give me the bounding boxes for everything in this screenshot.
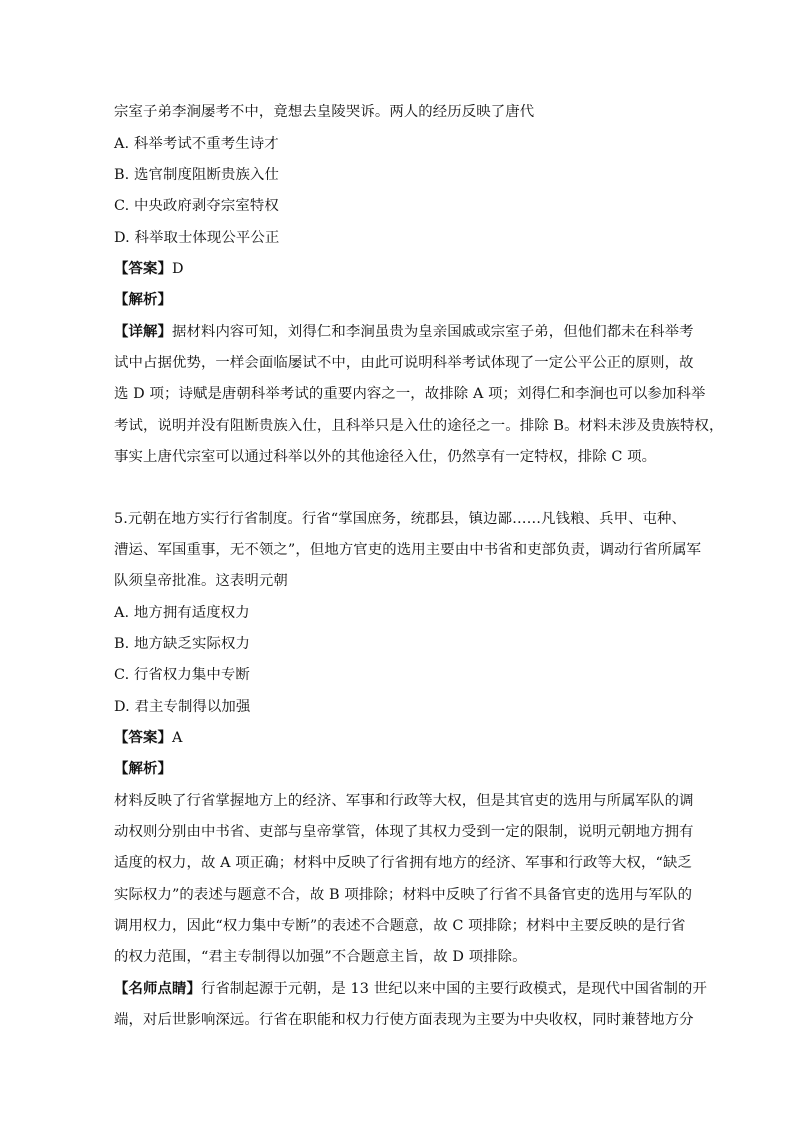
q5-analysis-label: 【解析】	[114, 760, 172, 777]
tip-text: 行省制起源于元朝，是 13 世纪以来中国的主要行政模式，是现代中国省制的开	[200, 981, 708, 997]
q4-option-d: D. 科举取士体现公平公正	[114, 230, 280, 246]
q5-analysis-line-6: 的权力范围，“君主专制得以加强”不合题意主旨，故 D 项排除。	[114, 949, 527, 965]
q4-detail-line-2: 试中占据优势，一样会面临屡试不中，由此可说明科举考试体现了一定公平公正的原则，故	[114, 355, 694, 371]
q5-analysis-line-5: 调用权力，因此“权力集中专断”的表述不合题意，故 C 项排除；材料中主要反映的是行省	[114, 918, 686, 934]
q4-stem-tail: 宗室子弟李涧屡考不中，竟想去皇陵哭诉。两人的经历反映了唐代	[114, 104, 535, 120]
q5-option-d: D. 君主专制得以加强	[114, 699, 251, 715]
q4-option-a: A. 科举考试不重考生诗才	[114, 136, 279, 152]
detail-text: 据材料内容可知，刘得仁和李涧虽贵为皇亲国戚或宗室子弟，但他们都未在科举考	[171, 324, 694, 340]
q5-analysis-line-4: 实际权力”的表述与题意不合，故 B 项排除；材料中反映了行省不具备官吏的选用与军队的	[114, 887, 693, 903]
q5-option-b: B. 地方缺乏实际权力	[114, 636, 250, 652]
q4-detail-line-4: 考试，说明并没有阻断贵族入仕，且科举只是入仕的途径之一。排除 B。材料未涉及贵族特权，	[114, 418, 724, 434]
answer-value: D	[171, 261, 184, 277]
answer-label: 【答案】	[114, 729, 172, 746]
q5-option-a: A. 地方拥有适度权力	[114, 605, 250, 621]
q4-detail-line-3: 选 D 项；诗赋是唐朝科举考试的重要内容之一，故排除 A 项；刘得仁和李涧也可以参加科举	[114, 386, 706, 402]
q5-answer	[114, 728, 684, 748]
q5-tip-line-2: 端，对后世影响深远。行省在职能和权力行使方面表现为主要为中央收权，同时兼替地方分	[114, 1012, 694, 1028]
answer-value: A	[171, 730, 183, 746]
q5-analysis-line-3: 适度的权力，故 A 项正确；材料中反映了行省拥有地方的经济、军事和行政等大权，“缺乏	[114, 855, 692, 871]
answer-label: 【答案】	[114, 260, 172, 277]
q5-tip-line-1	[114, 979, 708, 999]
q4-detail-line-1	[114, 322, 694, 342]
q5-stem-line-3: 队须皇帝批准。这表明元朝	[114, 573, 288, 589]
tip-label: 【名师点睛】	[114, 980, 201, 997]
q5-analysis-line-1: 材料反映了行省掌握地方上的经济、军事和行政等大权，但是其官吏的选用与所属军队的调	[114, 793, 694, 809]
q5-option-c: C. 行省权力集中专断	[114, 667, 250, 683]
q5-analysis-line-2: 动权则分别由中书省、吏部与皇帝掌管，体现了其权力受到一定的限制，说明元朝地方拥有	[114, 824, 694, 840]
q4-answer	[114, 259, 684, 279]
q4-detail-line-5: 事实上唐代宗室可以通过科举以外的其他途径入仕，仍然享有一定特权，排除 C 项。	[114, 449, 657, 465]
detail-label: 【详解】	[114, 323, 172, 340]
q4-analysis-label: 【解析】	[114, 291, 172, 308]
q5-stem-line-1: 5.元朝在地方实行行省制度。行省“掌国庶务，统郡县，镇边鄙……凡钱粮、兵甲、屯种、	[114, 511, 687, 527]
q5-stem-line-2: 漕运、军国重事，无不领之”，但地方官吏的选用主要由中书省和吏部负责，调动行省所属军	[114, 542, 702, 558]
q4-option-b: B. 选官制度阻断贵族入仕	[114, 167, 279, 183]
q4-option-c: C. 中央政府剥夺宗室特权	[114, 198, 279, 214]
